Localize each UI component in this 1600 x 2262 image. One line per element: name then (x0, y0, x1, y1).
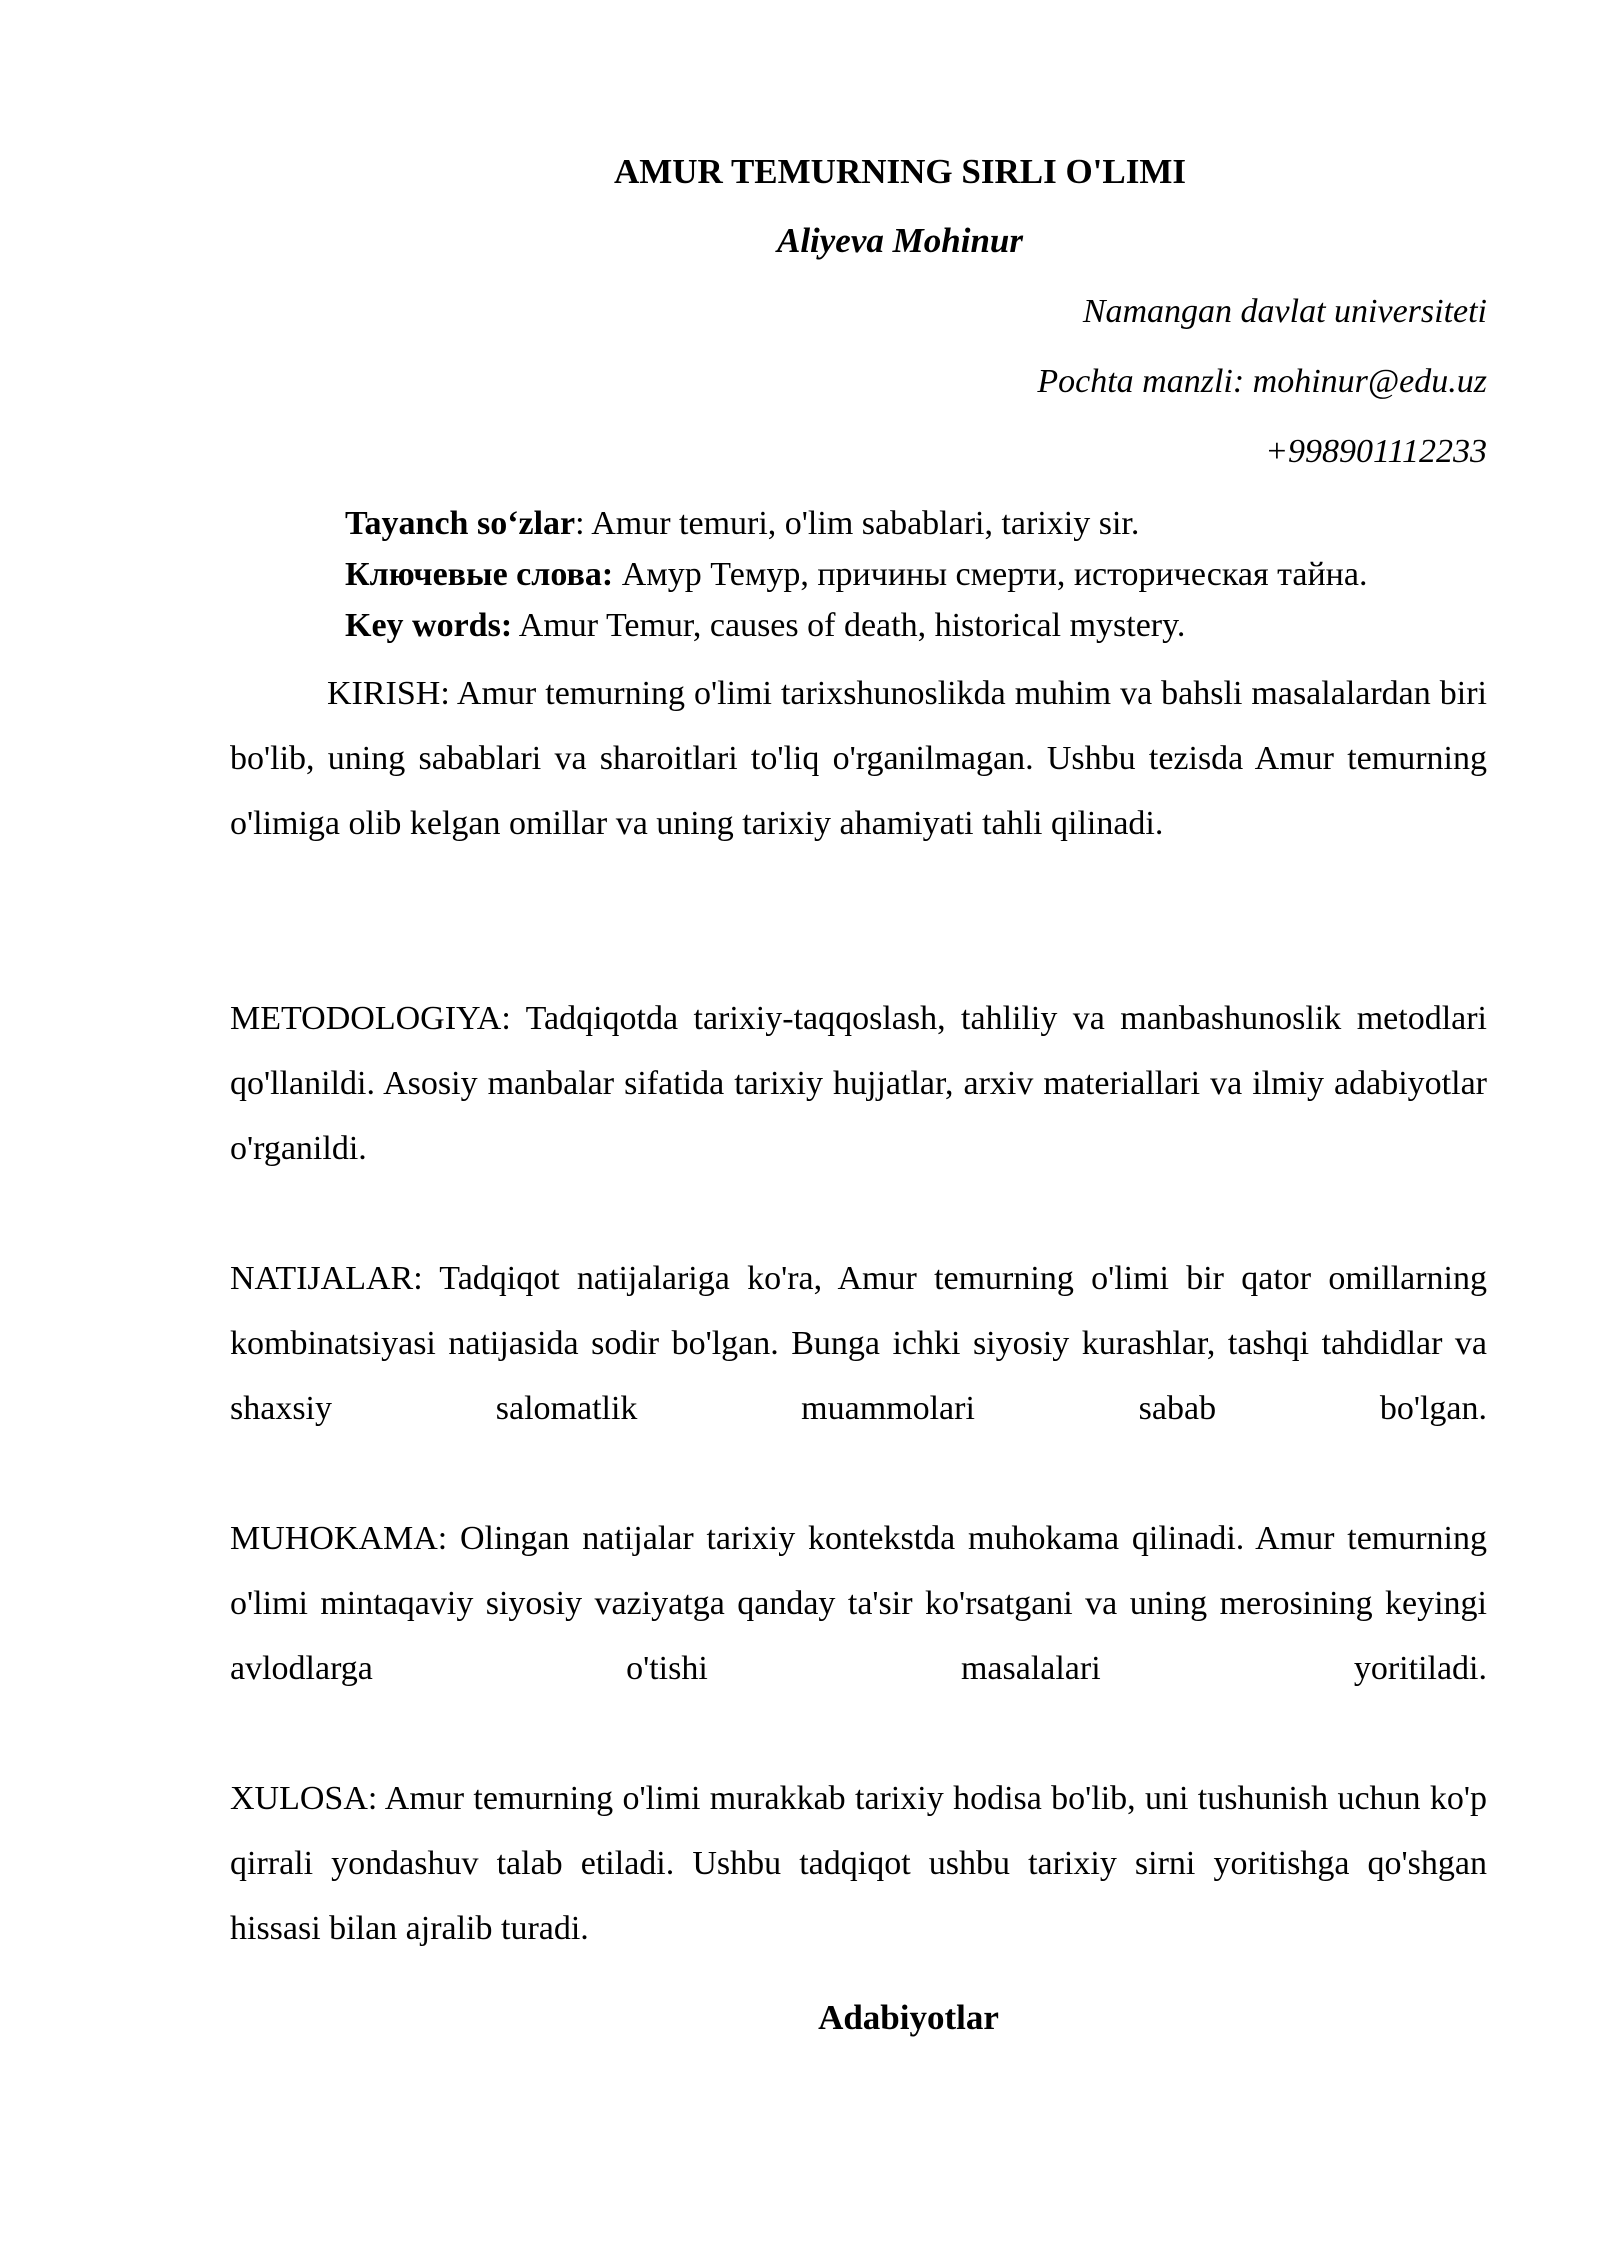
keywords-uz-label: Tayanch so‘zlar (345, 505, 576, 542)
keywords-en-label: Key words: (345, 607, 513, 644)
keywords-en-text: Amur Temur, causes of death, historical mystery. (512, 607, 1186, 644)
keywords-ru-text: Амур Темур, причины смерти, историческая тайна. (613, 556, 1368, 593)
keywords-ru (345, 556, 1367, 594)
section-xulosa: XULOSA: Amur temurning o'limi murakkab tarixiy hodisa bo'lib, uni tushunish uchun ko'p qirrali yondashuv talab etiladi. Ushbu tadqiqot ushbu tarixiy sirni yoritishga qo'shgan hissasi bilan ajralib turadi. (230, 1780, 1487, 1947)
author-name: Aliyeva Mohinur (776, 221, 1023, 260)
section-muhokama: MUHOKAMA: Olingan natijalar tarixiy kontekstda muhokama qilinadi. Amur temurning o'limi mintaqaviy siyosiy vaziyatga qanday ta'sir ko'rsatgani va uning merosining keyingi avlodlarga o'tishi masalalari yoritiladi. (230, 1520, 1487, 1687)
references-heading: Adabiyotlar (818, 1998, 999, 2037)
keywords-ru-label: Ключевые слова: (345, 556, 614, 593)
affiliation-email: Pochta manzli: mohinur@edu.uz (1037, 363, 1487, 400)
keywords-en (345, 607, 1185, 645)
keywords-uz (345, 505, 1139, 543)
affiliation-phone: +998901112233 (1265, 433, 1487, 470)
document-title: AMUR TEMURNING SIRLI O'LIMI (613, 152, 1187, 191)
keywords-uz-text: : Amur temuri, o'lim sabablari, tarixiy sir. (575, 505, 1140, 542)
section-natijalar: NATIJALAR: Tadqiqot natijalariga ko'ra, Amur temurning o'limi bir qator omillarning kombinatsiyasi natijasida sodir bo'lgan. Bunga ichki siyosiy kurashlar, tashqi tahdidlar va shaxsiy salomatlik muammolari sabab bo'lgan. (230, 1260, 1487, 1427)
section-kirish: KIRISH: Amur temurning o'limi tarixshunoslikda muhim va bahsli masalalardan biri bo'lib, uning sabablari va sharoitlari to'liq o'rganilmagan. Ushbu tezisda Amur temurning o'limiga olib kelgan omillar va uning tarixiy ahamiyati tahli qilinadi. (230, 675, 1487, 842)
affiliation-university: Namangan davlat universiteti (1082, 293, 1487, 330)
section-metodologiya: METODOLOGIYA: Tadqiqotda tarixiy-taqqoslash, tahliliy va manbashunoslik metodlari qo'llanildi. Asosiy manbalar sifatida tarixiy hujjatlar, arxiv materiallari va ilmiy adabiyotlar o'rganildi. (230, 1000, 1487, 1167)
